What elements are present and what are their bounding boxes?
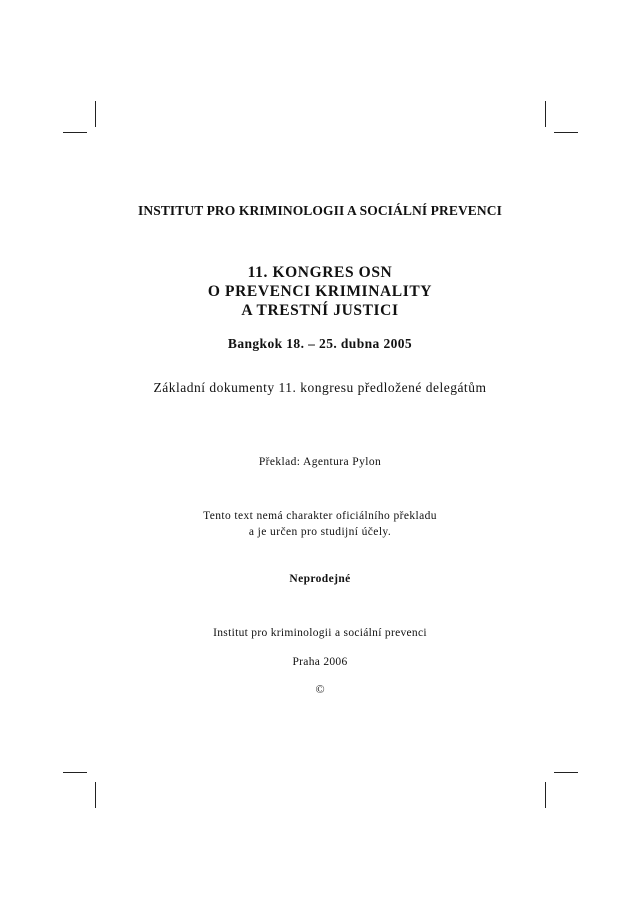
event-date: Bangkok 18. – 25. dubna 2005 [227, 336, 413, 351]
copyright-symbol: © [315, 682, 325, 696]
crop-mark [545, 782, 546, 808]
disclaimer [0, 508, 640, 540]
disclaimer-line: Tento text nemá charakter oficiálního překladu [203, 510, 437, 522]
crop-mark [63, 132, 87, 133]
congress-title [0, 263, 640, 320]
translation-credit: Překlad: Agentura Pylon [258, 456, 382, 468]
not-for-sale-label: Neprodejné [289, 573, 351, 585]
congress-title-line: O PREVENCI KRIMINALITY [207, 283, 433, 300]
documents-description: Základní dokumenty 11. kongresu předložené delegátům [153, 380, 487, 395]
congress-title-line: A TRESTNÍ JUSTICI [241, 302, 399, 319]
crop-mark [95, 782, 96, 808]
place-year: Praha 2006 [292, 656, 348, 668]
crop-mark [554, 772, 578, 773]
crop-mark [95, 101, 96, 127]
crop-mark [63, 772, 87, 773]
disclaimer-line: a je určen pro studijní účely. [248, 526, 392, 538]
crop-mark [554, 132, 578, 133]
publisher: Institut pro kriminologii a sociální prevenci [213, 627, 427, 639]
crop-mark [545, 101, 546, 127]
institute-heading: INSTITUT PRO KRIMINOLOGII A SOCIÁLNÍ PREVENCI [138, 203, 502, 218]
congress-title-line: 11. KONGRES OSN [247, 264, 393, 281]
